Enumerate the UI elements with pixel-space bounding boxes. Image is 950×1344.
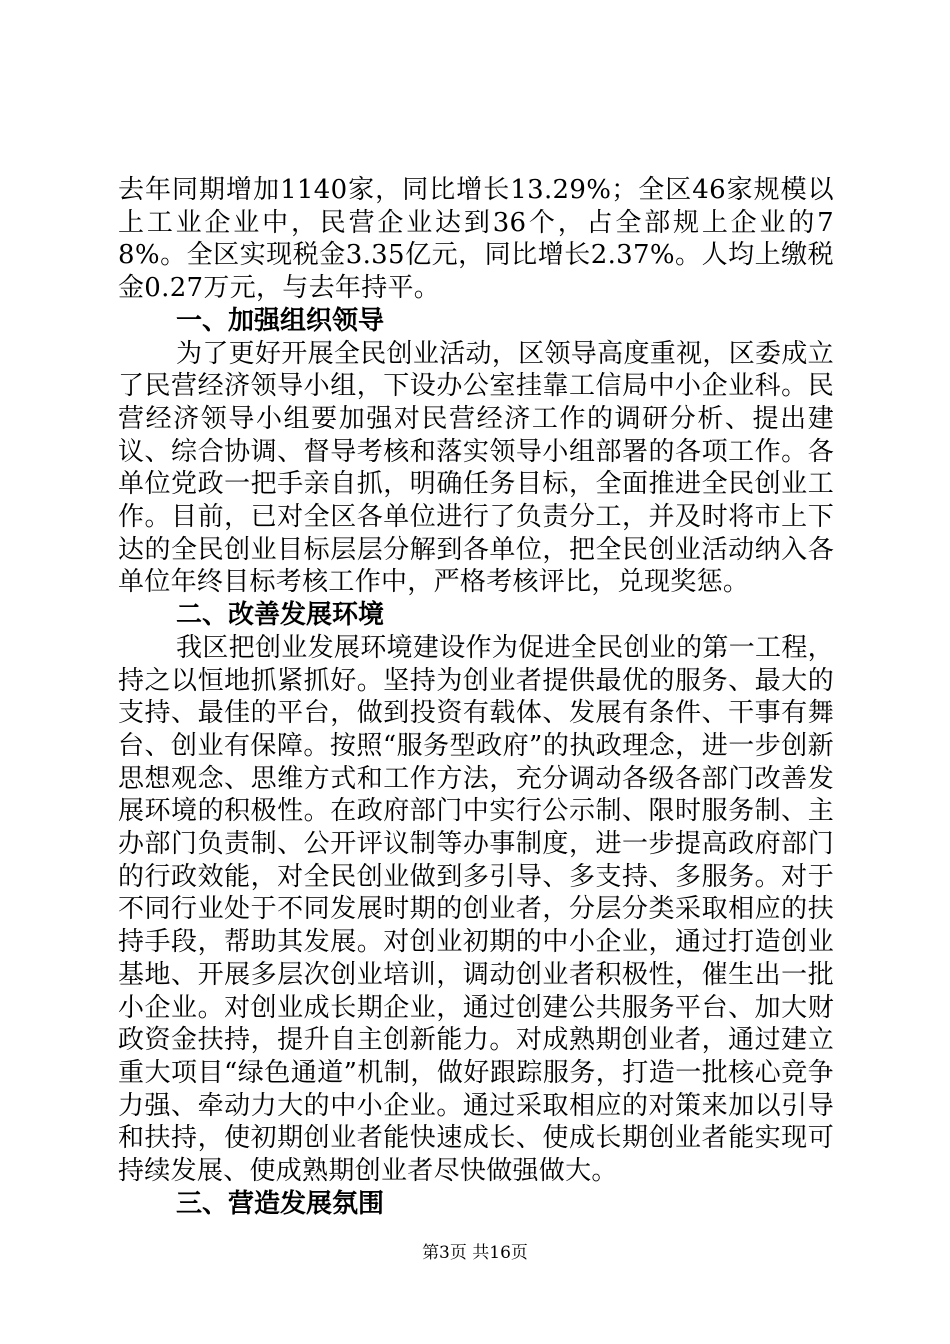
section-heading-3: 三、营造发展氛围: [176, 1188, 385, 1219]
paragraph-intro: 去年同期增加1140家，同比增长13.29%；全区46家规模以上工业企业中，民营企业达到36个，占全部规上企业的78%。全区实现税金3.35亿元，同比增长2.37%。人均上缴税金0.27万元，与去年持平。: [118, 175, 834, 304]
section-heading-2: 二、改善发展环境: [176, 600, 385, 631]
document-body: [118, 174, 834, 1221]
page-number-footer: 第3页 共16页: [422, 1243, 528, 1263]
section-heading-1: 一、加强组织领导: [176, 305, 385, 336]
paragraph-section-2: 我区把创业发展环境建设作为促进全民创业的第一工程，持之以恒地抓紧抓好。坚持为创业者提供最优的服务、最大的支持、最佳的平台，做到投资有载体、发展有条件、干事有舞台、创业有保障。按照“服务型政府”的执政理念，进一步创新思想观念、思维方式和工作方法，充分调动各级各部门改善发展环境的积极性。在政府部门中实行公示制、限时服务制、主办部门负责制、公开评议制等办事制度，进一步提高政府部门的行政效能，对全民创业做到多引导、多支持、多服务。对于不同行业处于不同发展时期的创业者，分层分类采取相应的扶持手段，帮助其发展。对创业初期的中小企业，通过打造创业基地、开展多层次创业培训，调动创业者积极性，催生出一批小企业。对创业成长期企业，通过创建公共服务平台、加大财政资金扶持，提升自主创新能力。对成熟期创业者，通过建立重大项目“绿色通道”机制，做好跟踪服务，打造一批核心竞争力强、牵动力大的中小企业。通过采取相应的对策来加以引导和扶持，使初期创业者能快速成长、使成长期创业者能实现可持续发展、使成熟期创业者尽快做强做大。: [118, 632, 834, 1187]
paragraph-section-1: 为了更好开展全民创业活动，区领导高度重视，区委成立了民营经济领导小组，下设办公室挂靠工信局中小企业科。民营经济领导小组要加强对民营经济工作的调研分析、提出建议、综合协调、督导考核和落实领导小组部署的各项工作。各单位党政一把手亲自抓，明确任务目标，全面推进全民创业工作。目前，已对全区各单位进行了负责分工，并及时将市上下达的全民创业目标层层分解到各单位，把全民创业活动纳入各单位年终目标考核工作中，严格考核评比，兑现奖惩。: [118, 338, 834, 598]
